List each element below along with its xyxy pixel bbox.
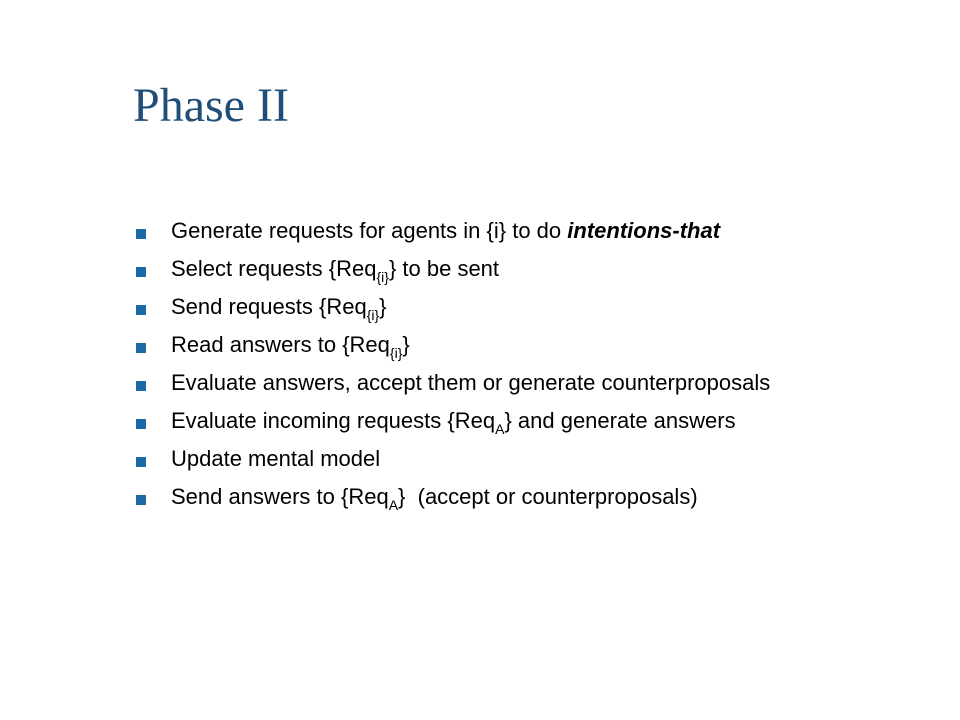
square-bullet-icon [136,305,146,315]
bullet-subscript: A [495,421,505,437]
square-bullet-icon [136,343,146,353]
bullet-emphasis: intentions-that [567,218,721,243]
bullet-text: Read answers to {Req [171,332,390,357]
bullet-text: Select requests {Req [171,256,377,281]
bullet-subscript: {i} [376,269,389,285]
bullet-item [136,444,931,474]
bullet-item [136,330,931,360]
bullet-item [136,482,931,512]
bullet-item [136,406,931,436]
bullet-text-post: } (accept or counterproposals) [398,484,698,509]
bullet-text-post: } [402,332,410,357]
square-bullet-icon [136,229,146,239]
square-bullet-icon [136,419,146,429]
slide-title: Phase II [133,79,289,132]
bullet-item [136,292,931,322]
bullet-text-post: } to be sent [388,256,500,281]
bullet-item [136,368,771,398]
bullet-item [136,254,931,284]
bullet-text: Generate requests for agents in {i} to do [171,218,568,243]
bullet-subscript: A [388,497,399,513]
bullet-text-post: } [379,294,387,319]
bullet-text: Send answers to {Req [171,484,389,509]
square-bullet-icon [136,495,146,505]
bullet-text: Evaluate incoming requests {Req [171,408,496,433]
bullet-text: Send requests {Req [171,294,367,319]
bullet-text: Update mental model [171,446,381,471]
square-bullet-icon [136,267,146,277]
square-bullet-icon [136,381,146,391]
bullet-text: Evaluate answers, accept them or generate counterproposals [171,370,771,395]
bullet-list [136,216,931,520]
square-bullet-icon [136,457,146,467]
bullet-item [136,216,931,246]
bullet-text-post: } and generate answers [504,408,736,433]
bullet-subscript: {i} [389,345,403,361]
bullet-subscript: {i} [366,307,380,323]
